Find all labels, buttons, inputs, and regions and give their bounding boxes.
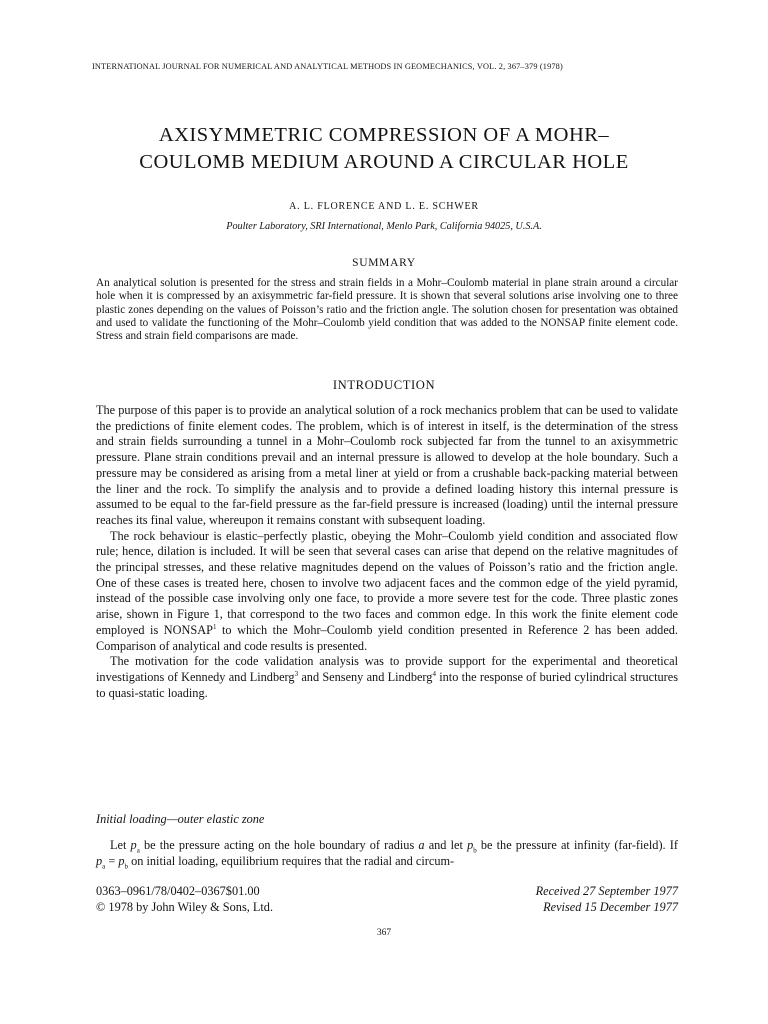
introduction-heading: INTRODUCTION — [332, 378, 436, 392]
initial-loading-paragraph — [96, 838, 678, 869]
copyright: © 1978 by John Wiley & Sons, Ltd. — [96, 900, 274, 914]
journal-header: INTERNATIONAL JOURNAL FOR NUMERICAL AND ANALYTICAL METHODS IN GEOMECHANICS, VOL. 2, 367–379 (1978) — [92, 62, 563, 71]
page-number: 367 — [376, 928, 392, 938]
reference-3-marker: 3 — [294, 669, 299, 678]
article-code: 0363–0961/78/0402–0367$01.00 — [96, 884, 260, 898]
reference-4-marker: 4 — [432, 669, 436, 678]
il-text-3: and let — [424, 838, 468, 852]
il-text-4: be the pressure at infinity (far-field). If — [476, 838, 678, 852]
summary-text: An analytical solution is presented for the stress and strain fields in a Mohr–Coulomb material in plane strain around a circular hole when it is compressed by an axisymmetric far-field pressure. It is shown that several solutions arise involving one to three plastic zones depending on the values of Poisson’s ratio and the friction angle. The solution chosen for presentation was obtained and used to validate the functioning of the Mohr–Coulomb yield condition that was added to the NONSAP finite element code. Stress and strain field comparisons are made. — [96, 277, 678, 343]
intro-p2-text-b: to which the Mohr–Coulomb yield condition presented in Reference 2 has been added. Comparison of analytical and code results is presented. — [96, 622, 679, 653]
introduction-body — [96, 403, 678, 701]
symbol-p-a: $p_a$ — [130, 838, 140, 855]
intro-p3-text-a: The motivation for the code validation analysis was to provide support for the experimental and theoretical investigations of Kennedy and Lindberg — [96, 654, 678, 684]
title-line-2: COULOMB MEDIUM AROUND A CIRCULAR HOLE — [139, 151, 629, 173]
summary-heading: SUMMARY — [352, 257, 416, 269]
footer-left — [96, 883, 273, 915]
initial-loading-heading: Initial loading—outer elastic zone — [96, 812, 265, 826]
il-text-1: Let — [110, 838, 131, 852]
equation-pa-eq-pb: $p_a = p_b$ — [96, 853, 129, 871]
affiliation: Poulter Laboratory, SRI International, Menlo Park, California 94025, U.S.A. — [226, 221, 542, 232]
authors: A. L. FLORENCE AND L. E. SCHWER — [289, 201, 479, 212]
received-date: Received 27 September 1977 — [535, 884, 678, 898]
title-line-1: AXISYMMETRIC COMPRESSION OF A MOHR– — [158, 124, 610, 146]
intro-paragraph-3 — [96, 654, 678, 701]
intro-paragraph-1: The purpose of this paper is to provide an analytical solution of a rock mechanics problem that can be used to validate the predictions of finite element codes. The problem, which is of interest in itself, is the determination of the stress and strain fields surrounding a tunnel in a Mohr–Coulomb rock subjected far from the tunnel to an axisymmetric pressure. Plane strain conditions prevail and an internal pressure is allowed to develop at the hole boundary. Such a pressure may be considered as arising from a metal liner at yield or from a crushable back-packing material between the liner and the rock. To simplify the analysis and to provide a defined loading history this internal pressure is assumed to be equal to the far-field pressure as the far-field pressure is increased (loading) until the internal pressure reaches its final value, whereupon it remains constant with subsequent loading. — [96, 403, 678, 527]
il-text-5: on initial loading, equilibrium requires that the radial and circum- — [128, 853, 455, 868]
intro-p3-text-c: into the response of buried cylindrical structures to quasi-static loading. — [96, 669, 678, 700]
intro-p3-text-b: and Senseny and Lindberg — [298, 669, 433, 684]
footer-right — [440, 883, 678, 915]
intro-paragraph-2 — [96, 529, 678, 655]
revised-date: Revised 15 December 1977 — [543, 900, 678, 914]
symbol-a: a — [418, 838, 425, 852]
paper-title — [84, 122, 684, 176]
reference-1-marker: 1 — [212, 622, 217, 631]
il-text-2: be the pressure acting on the hole boundary of radius — [139, 838, 419, 852]
intro-p2-text-a: The rock behaviour is elastic–perfectly plastic, obeying the Mohr–Coulomb yield condition and associated flow rule; hence, dilation is included. It will be seen that several cases can arise that depend on the relative magnitudes of the principal stresses, and these relative magnitudes depend on the values of Poisson’s ratio and the friction angle. One of these cases is treated here, chosen to involve two adjacent faces and the common edge of the yield pyramid, instead of the possible case involving only one face, to provide a more severe test for the code. Three plastic zones arise, shown in Figure 1, that correspond to the two faces and common edge. In this work the finite element code employed is NONSAP — [96, 528, 678, 637]
symbol-p-b: $p_b$ — [467, 838, 477, 855]
